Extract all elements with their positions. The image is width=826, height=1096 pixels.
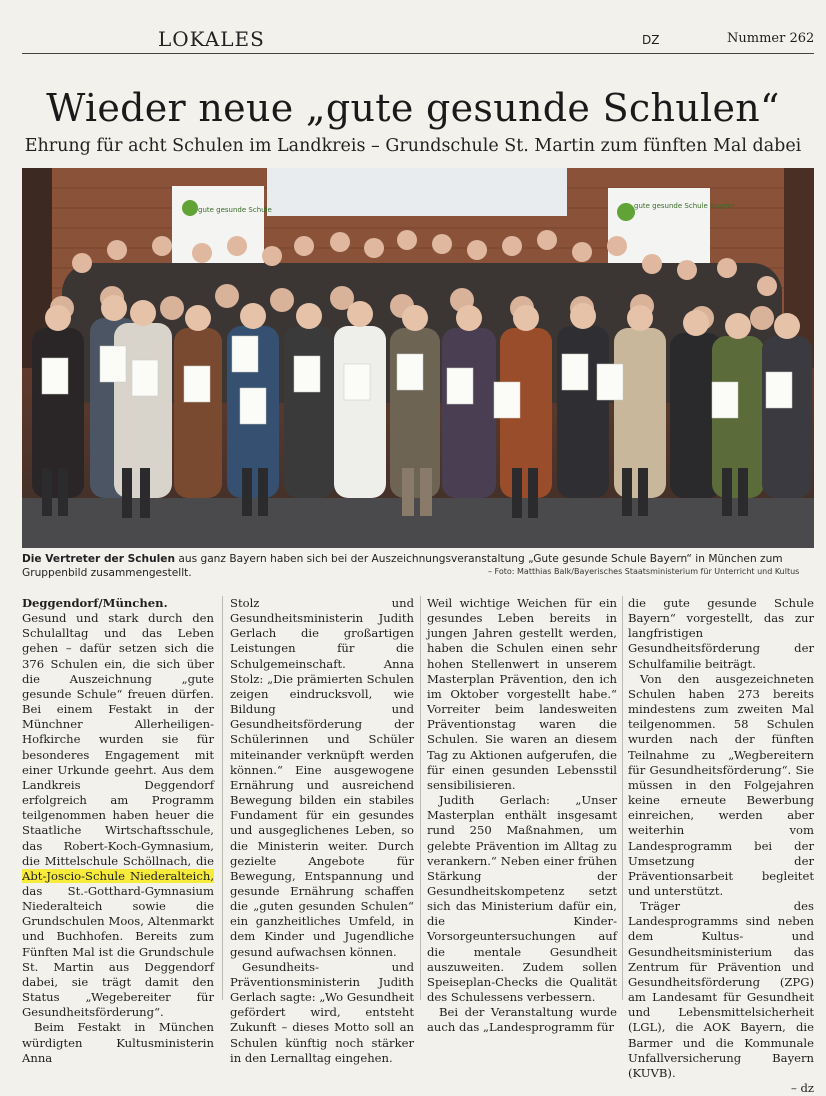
- article-paragraph: Bei der Veranstaltung wurde auch das „Landesprogramm für: [427, 1005, 617, 1035]
- caption-text: aus ganz Bayern haben sich bei der Auszeichnungsveranstaltung „Gute gesunde Schule Bayern“ in München zum Gruppenbild zusammengestellt.: [22, 553, 783, 579]
- article-paragraph: Beim Festakt in München würdigten Kultusministerin Anna: [22, 1020, 214, 1065]
- article-paragraph: das St.-Gotthard-Gymnasium Niederalteich sowie die Grundschulen Moos, Altenmarkt und Buchhofen. Bereits zum Fünften Mal ist die Grundschule St. Martin aus Deggendorf dabei, sie trägt damit den Status „Wegebereiter für Gesundheitsförderung“.: [22, 883, 214, 1020]
- author-signature: – dz: [790, 1081, 814, 1095]
- article-paragraph: Von den ausgezeichneten Schulen haben 273 bereits mindestens zum zweiten Mal teilgenommen. 58 Schulen wurden nach der fünften Teilnahme zu „Wegbereitern für Gesundheitsförderung“. Sie müssen in den Folgejahren keine erneute Bewerbung einreichen, werden aber weiterhin vom Landesprogramm bei der Umsetzung der Präventionsarbeit begleitet und unterstützt.: [628, 671, 814, 898]
- header-rule: [22, 53, 814, 54]
- column-divider: [222, 596, 223, 1000]
- article-column-4: [628, 596, 814, 1096]
- highlighted-school-name: Abt-Joscio-Schule Niederalteich,: [22, 868, 214, 883]
- article-paragraph: die gute gesunde Schule Bayern“ vorgestellt, das zur langfristigen Gesundheitsförderung der Schulfamilie beiträgt.: [628, 596, 814, 671]
- article-paragraph: Träger des Landesprogramms sind neben dem Kultus- und Gesundheitsministerium das Zentrum für Prävention und Gesundheitsförderung (ZPG) am Landesamt für Gesundheit und Lebensmittelsicherheit (LGL), die AOK Bayern, die Barmer und die Kommunale Unfallversicherung Bayern (KUVB).: [628, 899, 814, 1080]
- subheadline: Ehrung für acht Schulen im Landkreis – Grundschule St. Martin zum fünften Mal dabei: [24, 136, 802, 156]
- group-photo: [22, 168, 814, 548]
- caption-lead: Die Vertreter der Schulen: [22, 553, 175, 565]
- headline: Wieder neue „gute gesunde Schulen“: [46, 86, 780, 130]
- dateline: Deggendorf/München.: [22, 596, 168, 610]
- column-divider: [622, 596, 623, 1000]
- banner-text-left: gute gesunde Schule: [198, 206, 272, 214]
- article-paragraph: Stolz und Gesundheitsministerin Judith Gerlach die großartigen Leistungen für die Schulgemeinschaft. Anna Stolz: „Die prämierten Schulen zeigen eindrucksvoll, wie Bildung und Gesundheitsförderung der Schülerinnen und Schüler miteinander verknüpft werden können.“ Eine ausgewogene Ernährung und ausreichend Bewegung bilden ein stabiles Fundament für ein gesundes und ausgeglichenes Leben, so die Ministerin weiter. Durch gezielte Angebote für Bewegung, Entspannung und gesunde Ernährung schaffen die „guten gesunden Schulen“ ein ganzheitliches Umfeld, in dem Kinder und Jugendliche gesund aufwachsen können.: [230, 596, 414, 959]
- group-photo-illustration: [22, 168, 814, 548]
- banner-text-right: gute gesunde Schule Bayern: [634, 202, 735, 210]
- section-label: LOKALES: [158, 27, 265, 51]
- article-column-2: [230, 596, 414, 1066]
- issue-number: Nummer 262: [727, 31, 815, 46]
- article-column-1: [22, 596, 214, 1066]
- column-divider: [420, 596, 421, 1000]
- photo-credit: – Foto: Matthias Balk/Bayerisches Staatsministerium für Unterricht und Kultus: [488, 567, 800, 576]
- article-paragraph: Judith Gerlach: „Unser Masterplan enthält insgesamt rund 250 Maßnahmen, um gelebte Prävention im Alltag zu verankern.“ Neben einer frühen Stärkung der Gesundheitskompetenz setzt sich das Ministerium dafür ein, die Kinder-Vorsorgeuntersuchungen auf die mentale Gesundheit auszuweiten. Zudem sollen Speiseplan-Checks die Qualität des Schulessens verbessern.: [427, 793, 617, 1005]
- article-paragraph: Gesundheits- und Präventionsministerin Judith Gerlach sagte: „Wo Gesundheit gefördert wird, entsteht Zukunft – dieses Motto soll an Schulen künftig noch stärker in den Lernalltag eingehen.: [230, 959, 414, 1065]
- article-column-3: [427, 596, 617, 1036]
- article-paragraph: Gesund und stark durch den Schulalltag und das Leben gehen – dafür setzen sich die 376 Schulen ein, die sich über die Auszeichnung „gute gesunde Schule“ freuen dürfen. Bei einem Festakt in der Münchner Allerheiligen-Hofkirche wurden sie für besonderes Engagement mit einer Urkunde geehrt. Aus dem Landkreis Deggendorf erfolgreich am Programm teilgenommen haben heuer die Staatliche Wirtschaftsschule, das Robert-Koch-Gymnasium, die Mittelschule Schöllnach, die: [22, 611, 214, 868]
- article-paragraph: Weil wichtige Weichen für ein gesundes Leben bereits in jungen Jahren gestellt werden, haben die Schulen einen sehr hohen Stellenwert in unserem Masterplan Prävention, den ich im Oktober vorgestellt habe.“ Vorreiter beim landesweiten Präventionstag waren die Schulen. Sie waren an diesem Tag zu Aktionen aufgerufen, die für einen gesunden Lebensstil sensibilisieren.: [427, 596, 617, 792]
- newspaper-abbrev: DZ: [642, 33, 660, 47]
